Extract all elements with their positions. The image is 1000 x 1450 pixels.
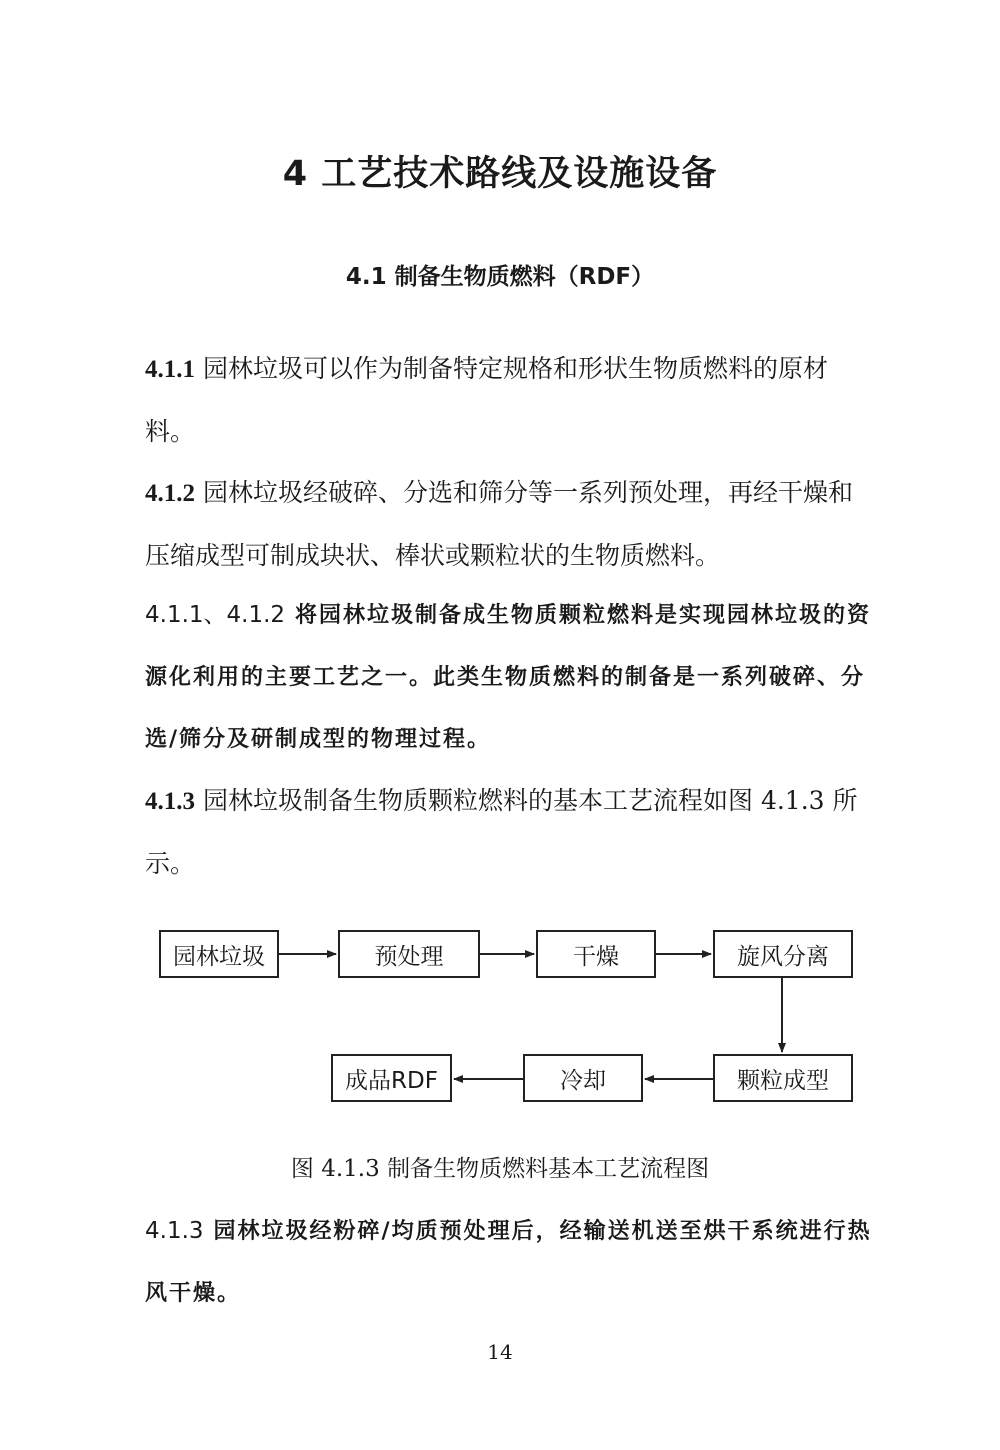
- commentary-text: 将园林垃圾制备成生物质颗粒燃料是实现园林垃圾的资源化利用的主要工艺之一。此类生物质燃料的制备是一系列破碎、分选/筛分及研制成型的物理过程。: [145, 603, 872, 752]
- commentary-text: 园林垃圾经粉碎/均质预处理后，经输送机送至烘干系统进行热风干燥。: [145, 1219, 872, 1306]
- clause-text: 园林垃圾可以作为制备特定规格和形状生物质燃料的原材料。: [145, 354, 829, 446]
- commentary-number: 4.1.1、4.1.2: [145, 602, 286, 628]
- commentary-4-1-3: [145, 1200, 885, 1325]
- clause-4-1-2: [145, 462, 875, 587]
- clause-number: 4.1.1: [145, 356, 195, 383]
- clause-number: 4.1.3: [145, 788, 195, 815]
- clause-number: 4.1.2: [145, 480, 195, 507]
- flow-step-cooling: 冷却: [523, 1054, 643, 1102]
- clause-text: 园林垃圾经破碎、分选和筛分等一系列预处理，再经干燥和压缩成型可制成块状、棒状或颗粒状的生物质燃料。: [145, 478, 854, 570]
- clause-4-1-1: [145, 338, 875, 463]
- flow-step-pelletizing: 颗粒成型: [713, 1054, 853, 1102]
- figure-caption: 图 4.1.3 制备生物质燃料基本工艺流程图: [290, 1156, 710, 1182]
- flow-step-drying: 干燥: [536, 930, 656, 978]
- chapter-title: 4 工艺技术路线及设施设备: [282, 154, 718, 194]
- section-title: 4.1 制备生物质燃料（RDF）: [345, 264, 655, 290]
- flow-step-cyclone-separation: 旋风分离: [713, 930, 853, 978]
- page-number: 14: [487, 1340, 513, 1364]
- commentary-number: 4.1.3: [145, 1218, 204, 1244]
- commentary-4-1-1-4-1-2: [145, 584, 885, 771]
- flow-step-pretreatment: 预处理: [338, 930, 480, 978]
- flow-step-garden-waste: 园林垃圾: [159, 930, 279, 978]
- flow-step-finished-rdf: 成品RDF: [331, 1054, 452, 1102]
- clause-text: 园林垃圾制备生物质颗粒燃料的基本工艺流程如图 4.1.3 所示。: [145, 786, 858, 878]
- clause-4-1-3: [145, 770, 875, 895]
